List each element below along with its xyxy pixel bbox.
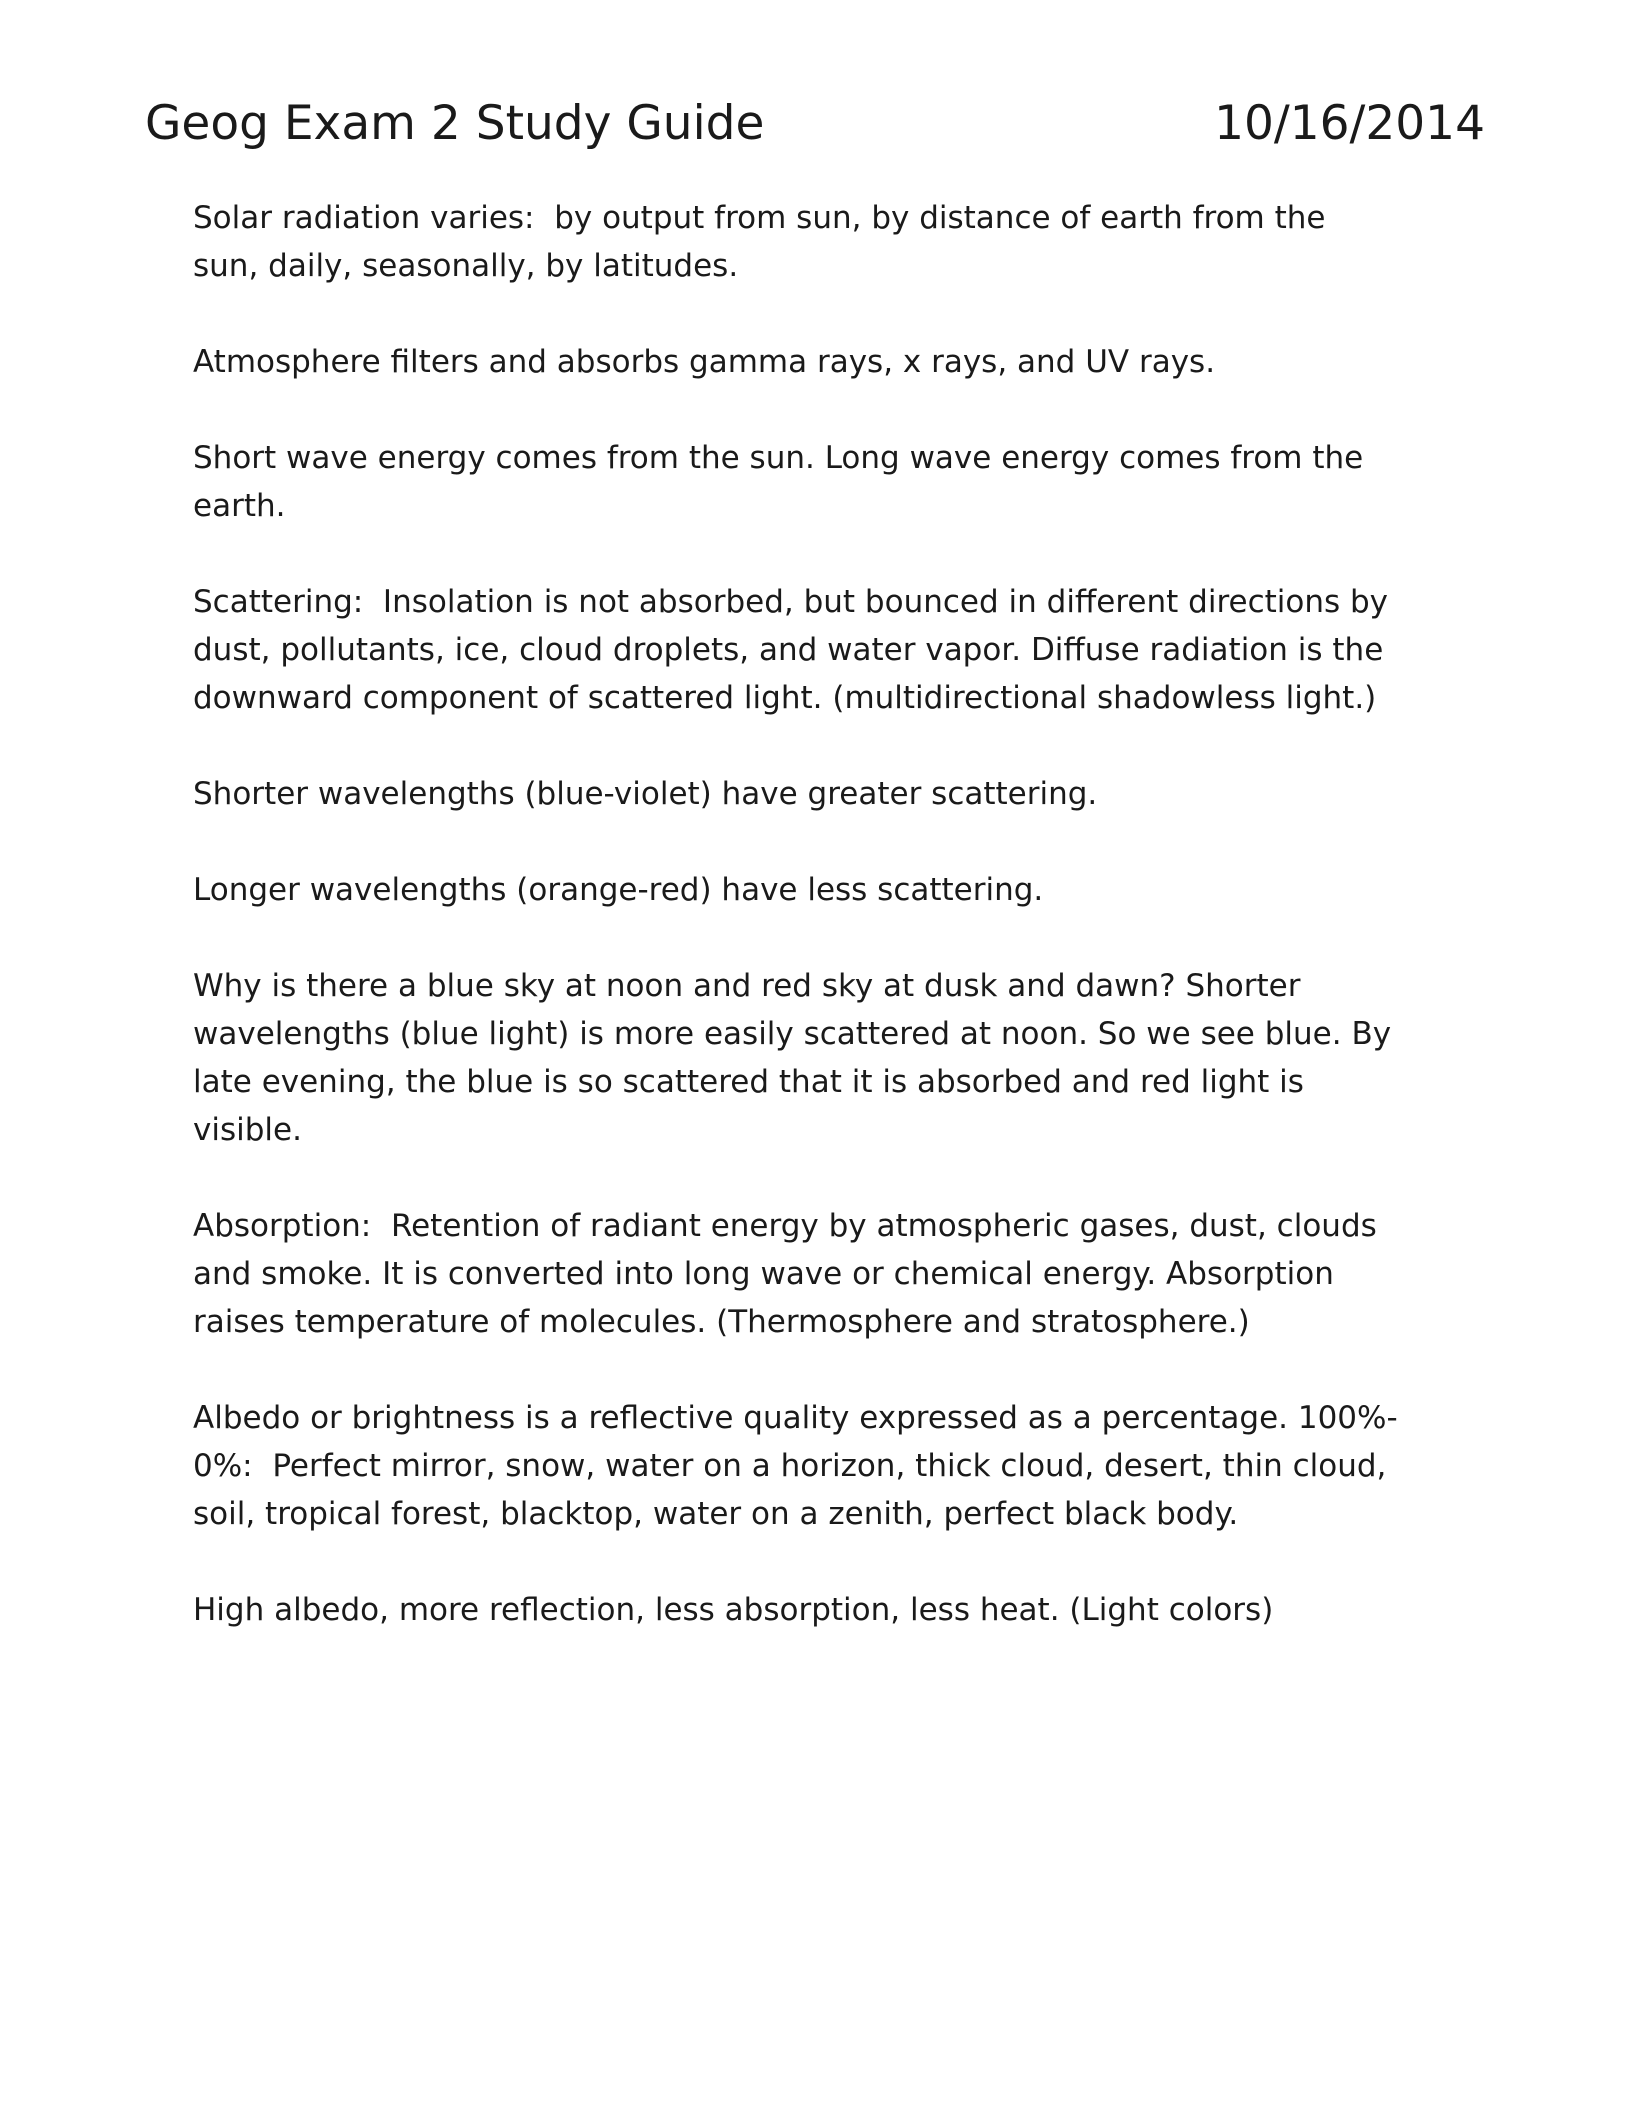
paragraph-atmosphere-filters: Atmosphere filters and absorbs gamma rays, x rays, and UV rays. [193, 344, 1216, 380]
paragraph-blue-sky: Why is there a blue sky at noon and red sky at dusk and dawn? Shorter wavelengths (blue light) is more easily scattered at noon. So we see blue. By late evening, the blue is so scattered that it is absorbed and red light is visible. [193, 968, 1392, 1148]
document-body [193, 194, 1443, 1682]
paragraph-absorption: Absorption: Retention of radiant energy by atmospheric gases, dust, clouds and smoke. It is converted into long wave or chemical energy. Absorption raises temperature of molecules. (Thermosphere and stratosphere.) [193, 1208, 1377, 1340]
paragraph-scattering: Scattering: Insolation is not absorbed, but bounced in different directions by dust, pollutants, ice, cloud droplets, and water vapor. Diffuse radiation is the downward component of scattered light. (multidirectional shadowless light.) [193, 584, 1389, 716]
document-header [145, 92, 1485, 156]
paragraph-solar-radiation: Solar radiation varies: by output from sun, by distance of earth from the sun, daily, seasonally, by latitudes. [193, 200, 1326, 284]
document-title: Geog Exam 2 Study Guide [145, 96, 765, 151]
paragraph-albedo: Albedo or brightness is a reflective quality expressed as a percentage. 100%- 0%: Perfect mirror, snow, water on a horizon, thick cloud, desert, thin cloud, soil, tropical forest, blacktop, water on a zenith, perfect black body. [193, 1400, 1398, 1532]
paragraph-longer-wavelengths: Longer wavelengths (orange-red) have less scattering. [193, 872, 1044, 908]
paragraph-shorter-wavelengths: Shorter wavelengths (blue-violet) have greater scattering. [193, 776, 1098, 812]
paragraph-short-long-wave: Short wave energy comes from the sun. Long wave energy comes from the earth. [193, 440, 1364, 524]
document-date: 10/16/2014 [1214, 96, 1485, 151]
paragraph-high-albedo: High albedo, more reflection, less absorption, less heat. (Light colors) [193, 1592, 1274, 1628]
